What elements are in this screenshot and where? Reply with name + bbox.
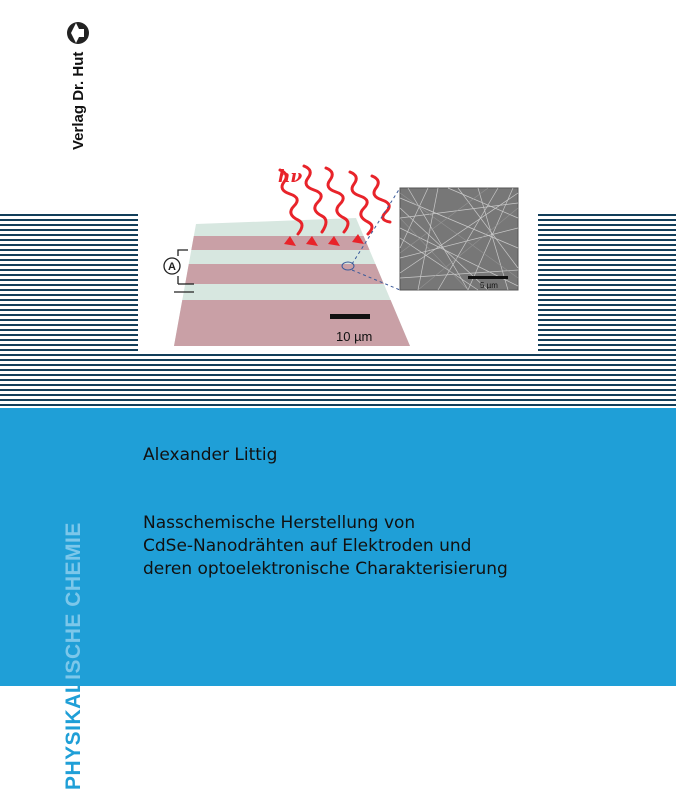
publisher-name: Verlag Dr. Hut <box>69 51 87 150</box>
scale-bar-main <box>330 314 370 319</box>
scale-bar-inset <box>468 276 508 279</box>
scale-bar-main-label: 10 µm <box>336 329 373 344</box>
mortarboard-icon <box>66 20 90 46</box>
series-label-part1: PHYSIKAL <box>62 679 85 790</box>
series-label-part2: ISCHE CHEMIE <box>62 522 85 680</box>
light-label: hν <box>278 167 303 187</box>
series-label <box>62 522 86 790</box>
title-line: Nasschemische Herstellung von <box>143 513 416 533</box>
cover-figure <box>138 158 538 352</box>
publisher-logo <box>62 0 94 150</box>
ammeter-label: A <box>168 261 176 273</box>
title-line: deren optoelektronische Charakterisierung <box>143 559 508 579</box>
electrode-chip <box>168 213 418 352</box>
book-title <box>143 512 643 581</box>
scale-bar-inset-label: 5 µm <box>480 281 498 290</box>
title-line: CdSe-Nanodrähten auf Elektroden und <box>143 536 472 556</box>
author-name: Alexander Littig <box>143 445 278 465</box>
figure-illustration <box>138 158 538 352</box>
